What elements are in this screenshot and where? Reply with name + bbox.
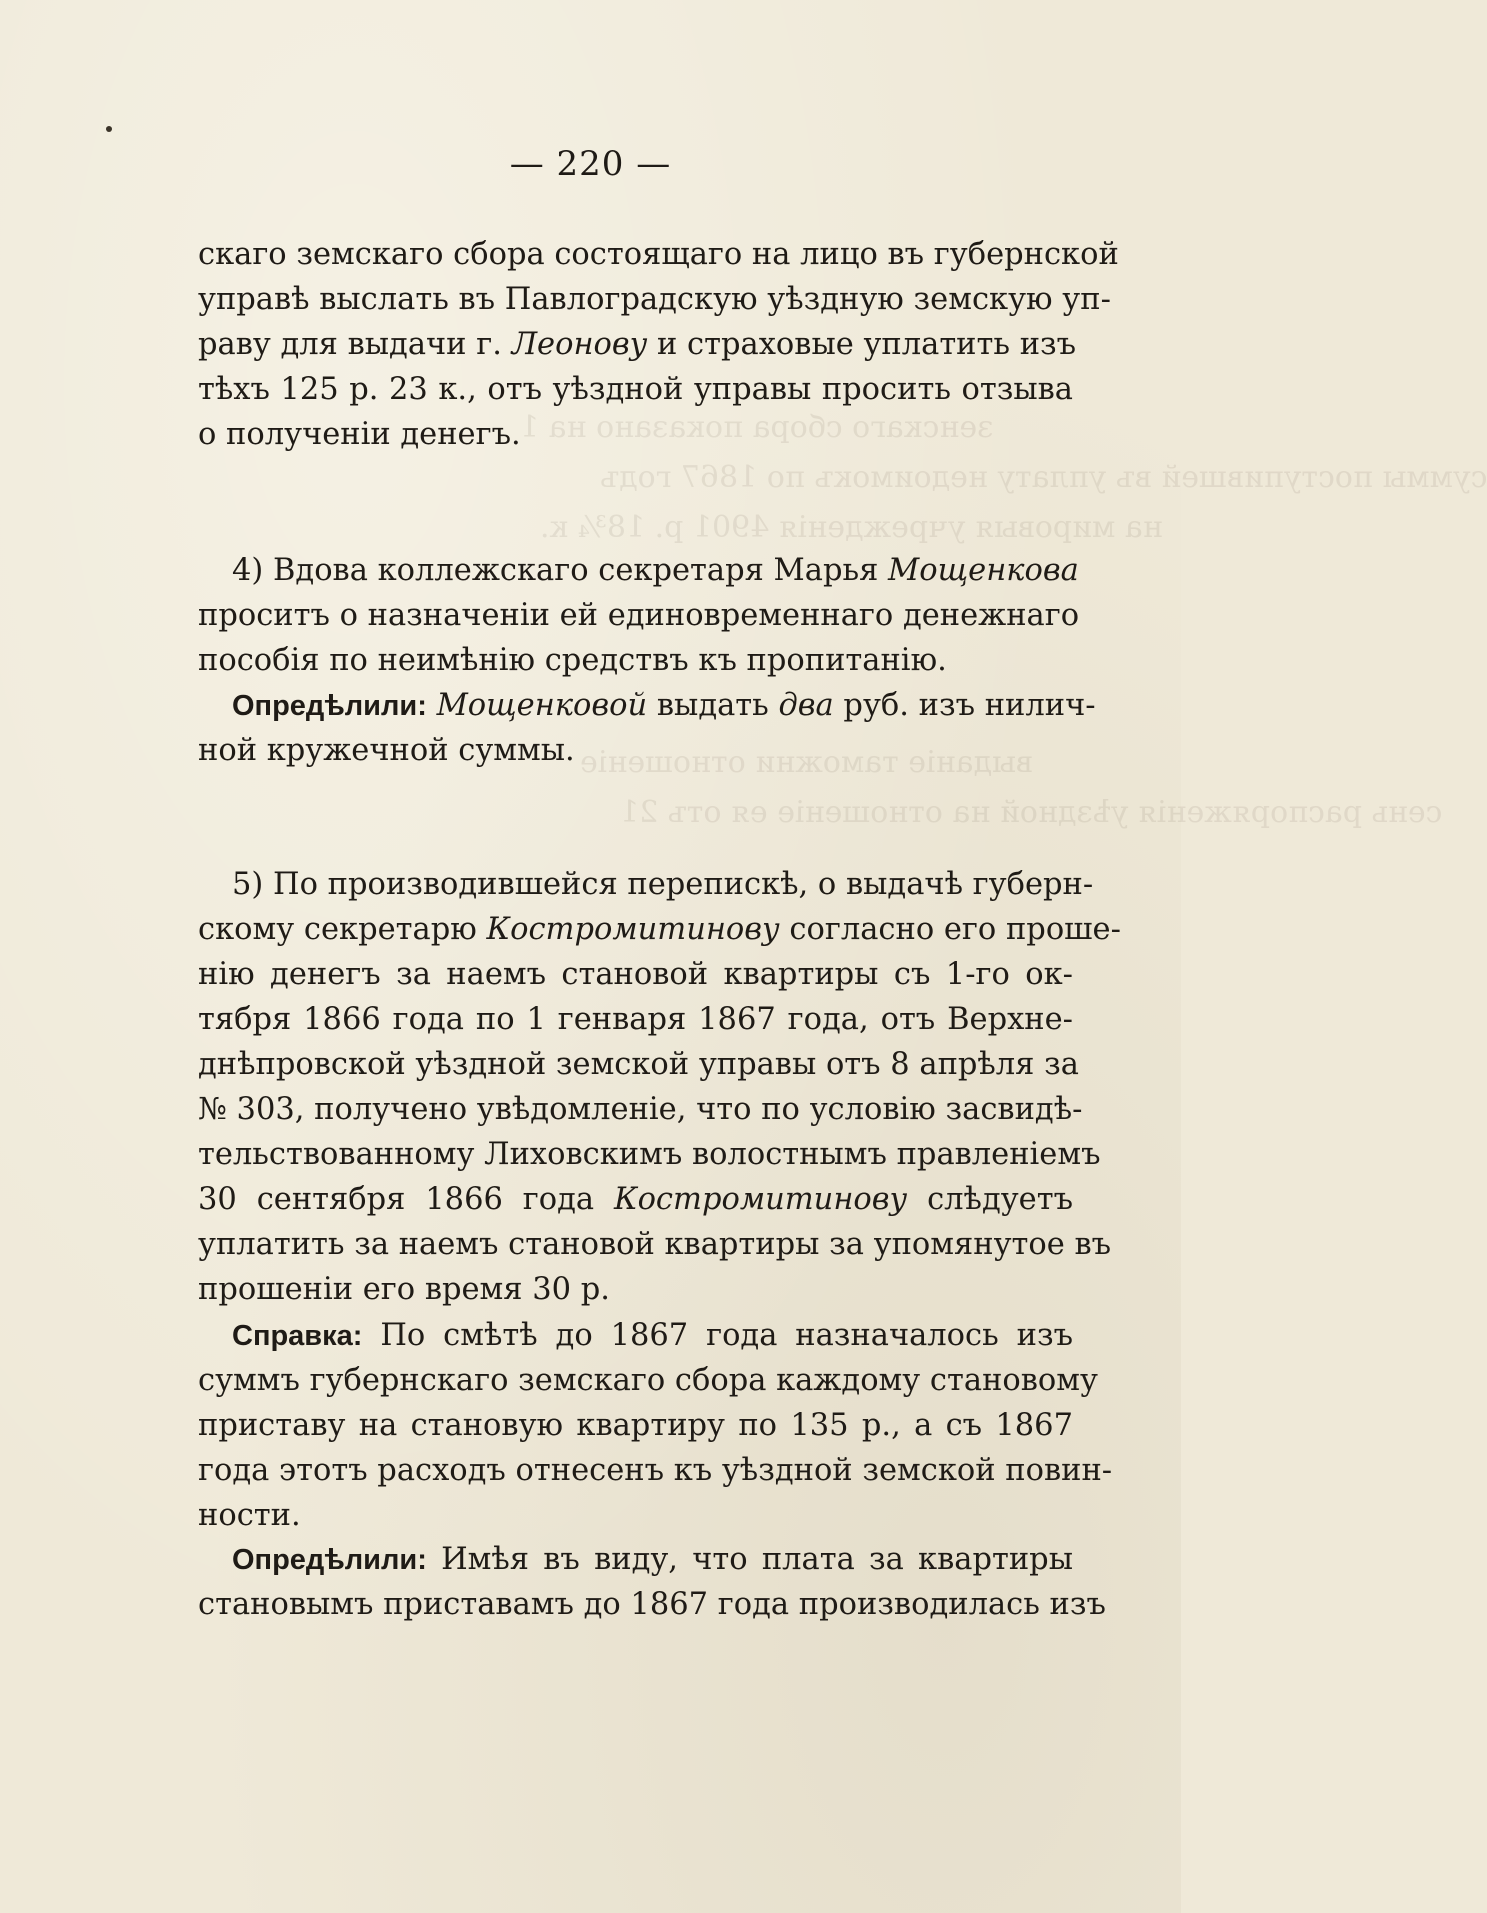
bleed-through: сень распоряженія уѣздной на отношеніе ея отъ 21	[620, 795, 1443, 830]
text-line: тября 1866 года по 1 генваря 1867 года, отъ Верхне-	[198, 1002, 1073, 1037]
text-line: прошеніи его время 30 р.	[198, 1272, 610, 1307]
text-line: скому секретарю Костромитинову согласно его проше-	[198, 912, 1121, 947]
ink-dot	[106, 126, 112, 132]
text-line: Справка: По смѣтѣ до 1867 года назначалось изъ	[232, 1318, 1073, 1353]
text-line: нію денегъ за наемъ становой квартиры съ 1-го ок-	[198, 957, 1073, 992]
text-line: Опредѣлили: Имѣя въ виду, что плата за квартиры	[232, 1542, 1073, 1577]
resolution-item-5	[198, 1537, 1106, 1627]
italic-name: Леонову	[511, 327, 648, 362]
text-line: 4) Вдова коллежскаго секретаря Марья Мощенкова	[232, 553, 1079, 588]
text-line: проситъ о назначеніи ей единовременнаго денежнаго	[198, 598, 1080, 633]
italic-name: Мощенкова	[888, 553, 1079, 588]
text-line: тѣхъ 125 р. 23 к., отъ уѣздной управы просить отзыва	[198, 372, 1073, 407]
resolution-label: Опредѣлили:	[232, 690, 427, 722]
resolution-item-4	[198, 683, 1096, 773]
reference-label: Справка:	[232, 1320, 363, 1352]
text-line: уплатить за наемъ становой квартиры за упомянутое въ	[198, 1227, 1112, 1262]
page-number: — 220 —	[509, 144, 672, 184]
paragraph-continuation	[198, 232, 1119, 457]
text-line: управѣ выслать въ Павлоградскую уѣздную земскую уп-	[198, 282, 1111, 317]
bleed-through: выданіе таможни отношеніе	[580, 745, 1033, 780]
text-line: года этотъ расходъ отнесенъ къ уѣздной земской повин-	[198, 1453, 1113, 1488]
text-line: днѣпровской уѣздной земской управы отъ 8 апрѣля за	[198, 1047, 1079, 1082]
italic-name: Мощенковой	[436, 688, 648, 723]
text-line: № 303, получено увѣдомленіе, что по условію засвидѣ-	[198, 1092, 1083, 1127]
text-line: пособія по неимѣнію средствъ къ пропитанію.	[198, 643, 947, 678]
text-line: раву для выдачи г. Леонову и страховые уплатить изъ	[198, 327, 1077, 362]
paragraph-item-5	[198, 862, 1121, 1312]
text-line: становымъ приставамъ до 1867 года производилась изъ	[198, 1587, 1106, 1622]
reference-note	[198, 1313, 1113, 1538]
text-line: 5) По производившейся перепискѣ, о выдачѣ губерн-	[232, 867, 1094, 902]
text-line: Опредѣлили: Мощенковой выдать два руб. изъ нилич-	[232, 688, 1096, 723]
text-line: скаго земскаго сбора состоящаго на лицо въ губернской	[198, 237, 1119, 272]
text-line: ной кружечной суммы.	[198, 733, 575, 768]
italic-word: два	[778, 688, 834, 723]
text-line: о полученіи денегъ.	[198, 417, 521, 452]
italic-name: Костромитинову	[486, 912, 780, 947]
text-line: ности.	[198, 1498, 301, 1533]
italic-name: Костромитинову	[613, 1182, 908, 1217]
text-line: тельствованному Лиховскимъ волостнымъ правленіемъ	[198, 1137, 1101, 1172]
bleed-through: зенскаго сбора показано на 1	[520, 410, 994, 445]
text-line: суммъ губернскаго земскаго сбора каждому становому	[198, 1363, 1098, 1398]
text-line: приставу на становую квартиру по 135 р., а съ 1867	[198, 1408, 1073, 1443]
bleed-through: суммы поступившей въ уплату недоимокъ по 1867 годъ	[600, 460, 1487, 495]
paragraph-item-4	[198, 548, 1080, 683]
text-line: 30 сентября 1866 года Костромитинову слѣдуетъ	[198, 1182, 1074, 1217]
bleed-through: на мировыя учрежденія 4901 р. 18¾ к.	[540, 510, 1163, 545]
resolution-label: Опредѣлили:	[232, 1544, 427, 1576]
